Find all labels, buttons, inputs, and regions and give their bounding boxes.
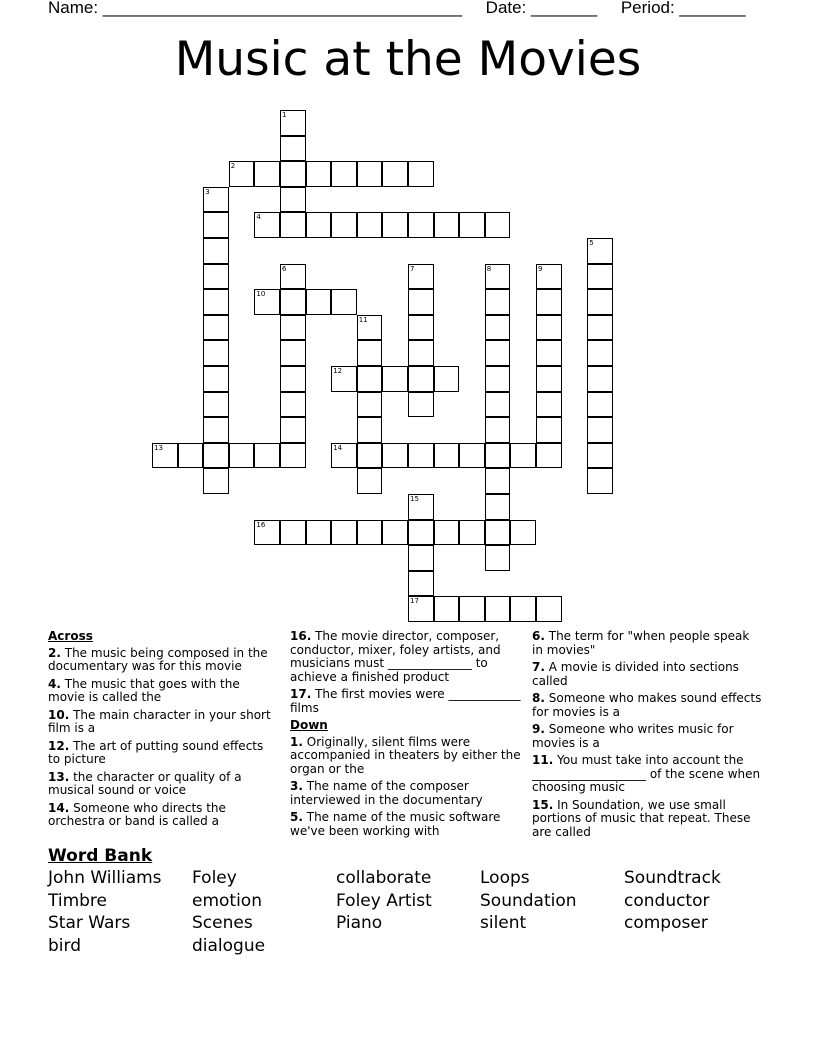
- crossword-cell[interactable]: [459, 443, 485, 469]
- crossword-cell[interactable]: [536, 315, 562, 341]
- clue-across-14: 14. Someone who directs the orchestra or band is called a: [48, 800, 226, 828]
- crossword-cell[interactable]: [203, 443, 229, 469]
- crossword-cell[interactable]: [408, 545, 434, 571]
- down-heading: Down: [290, 718, 328, 732]
- crossword-cell[interactable]: [536, 596, 562, 622]
- crossword-cell[interactable]: [536, 443, 562, 469]
- crossword-cell[interactable]: [408, 161, 434, 187]
- word-bank-item: John Williams: [48, 868, 162, 888]
- clue-number: 3: [205, 187, 210, 196]
- crossword-cell[interactable]: [485, 545, 511, 571]
- crossword-cell[interactable]: [357, 392, 383, 418]
- crossword-cell[interactable]: [408, 340, 434, 366]
- clue-across-2: 2. The music being composed in the documentary was for this movie: [48, 645, 268, 673]
- crossword-cell[interactable]: [536, 417, 562, 443]
- word-bank-item: Loops: [480, 868, 530, 888]
- crossword-cell[interactable]: [536, 392, 562, 418]
- page-title: Music at the Movies: [174, 32, 642, 87]
- crossword-cell[interactable]: [587, 289, 613, 315]
- crossword-cell[interactable]: [280, 392, 306, 418]
- crossword-cell[interactable]: [408, 443, 434, 469]
- clue-down-3: 3. The name of the composer interviewed in the documentary: [290, 779, 483, 807]
- clue-number: 11: [358, 315, 368, 324]
- crossword-cell[interactable]: [357, 212, 383, 238]
- clue-down-11: 11. You must take into account the ___________________ of the scene when choosing music: [532, 753, 761, 794]
- crossword-cell[interactable]: [280, 315, 306, 341]
- clue-across-4: 4. The music that goes with the movie is called the: [48, 676, 240, 704]
- crossword-cell[interactable]: [254, 443, 280, 469]
- crossword-cell[interactable]: [178, 443, 204, 469]
- word-bank-item: conductor: [624, 891, 710, 911]
- clue-down-8: 8. Someone who makes sound effects for movies is a: [532, 691, 762, 719]
- word-bank-item: silent: [480, 913, 527, 933]
- clue-down-15: 15. In Soundation, we use small portions of music that repeat. These are called: [532, 797, 751, 839]
- crossword-cell[interactable]: [587, 443, 613, 469]
- crossword-cell[interactable]: [203, 392, 229, 418]
- clues-column-2: [290, 630, 524, 842]
- crossword-cell[interactable]: [510, 443, 536, 469]
- crossword-cell[interactable]: [434, 212, 460, 238]
- crossword-cell[interactable]: [382, 212, 408, 238]
- crossword-cell[interactable]: [485, 468, 511, 494]
- crossword-cell[interactable]: [357, 161, 383, 187]
- crossword-cell[interactable]: [331, 289, 357, 315]
- word-bank-item: Soundtrack: [624, 868, 721, 888]
- crossword-cell[interactable]: [280, 520, 306, 546]
- crossword-cell[interactable]: [408, 289, 434, 315]
- clues-column-1: [48, 630, 276, 833]
- crossword-cell[interactable]: [331, 212, 357, 238]
- clue-number: 17: [410, 597, 419, 606]
- clue-down-6: 6. The term for "when people speak in movies": [532, 629, 750, 657]
- crossword-cell[interactable]: [306, 520, 332, 546]
- word-bank-item: Foley: [192, 868, 237, 888]
- clue-down-1: 1. Originally, silent films were accompanied in theaters by either the organ or the: [290, 734, 521, 776]
- crossword-cell[interactable]: [382, 161, 408, 187]
- crossword-cell[interactable]: [485, 366, 511, 392]
- across-heading: Across: [48, 629, 93, 643]
- crossword-cell[interactable]: [357, 443, 383, 469]
- word-bank-item: bird: [48, 936, 81, 956]
- word-bank-item: collaborate: [336, 868, 432, 888]
- crossword-cell[interactable]: [203, 340, 229, 366]
- clue-down-9: 9. Someone who writes music for movies is a: [532, 722, 734, 750]
- crossword-cell[interactable]: [203, 315, 229, 341]
- clue-number: 7: [410, 264, 415, 273]
- crossword-cell[interactable]: [587, 315, 613, 341]
- crossword-cell[interactable]: [434, 596, 460, 622]
- crossword-cell[interactable]: [434, 443, 460, 469]
- clue-number: 15: [410, 495, 419, 503]
- crossword-cell[interactable]: [408, 212, 434, 238]
- crossword-cell[interactable]: [459, 520, 485, 546]
- crossword-cell[interactable]: [408, 571, 434, 597]
- crossword-cell[interactable]: [254, 161, 280, 187]
- crossword-cell[interactable]: [587, 340, 613, 366]
- clue-number: 1: [282, 111, 287, 119]
- crossword-cell[interactable]: [357, 417, 383, 443]
- clue-across-13: 13. the character or quality of a musical sound or voice: [48, 769, 242, 797]
- crossword-cell[interactable]: [203, 289, 229, 315]
- crossword-cell[interactable]: [280, 366, 306, 392]
- crossword-cell[interactable]: [485, 443, 511, 469]
- crossword-cell[interactable]: [382, 366, 408, 392]
- clue-number: 5: [589, 239, 594, 247]
- crossword-cell[interactable]: [280, 212, 306, 238]
- crossword-cell[interactable]: [280, 340, 306, 366]
- crossword-cell[interactable]: [357, 366, 383, 392]
- clue-down-7: 7. A movie is divided into sections called: [532, 660, 739, 688]
- word-bank-item: Foley Artist: [336, 891, 432, 911]
- word-bank-item: emotion: [192, 891, 262, 911]
- crossword-cell[interactable]: [280, 136, 306, 162]
- crossword-cell[interactable]: [203, 212, 229, 238]
- clue-across-10: 10. The main character in your short film is a: [48, 707, 271, 735]
- clue-across-17: 17. The first movies were ____________ films: [290, 687, 521, 715]
- crossword-cell[interactable]: [331, 520, 357, 546]
- clue-number: 2: [230, 162, 236, 171]
- crossword-cell[interactable]: [485, 596, 511, 622]
- crossword-cell[interactable]: [587, 264, 613, 290]
- crossword-cell[interactable]: [510, 596, 536, 622]
- crossword-cell[interactable]: [485, 392, 511, 418]
- clue-number: 10: [256, 290, 266, 299]
- crossword-cell[interactable]: [306, 212, 332, 238]
- crossword-cell[interactable]: [203, 417, 229, 443]
- crossword-cell[interactable]: [536, 289, 562, 315]
- clue-number: 14: [333, 443, 343, 452]
- crossword-cell[interactable]: [331, 161, 357, 187]
- crossword-cell[interactable]: [536, 340, 562, 366]
- header-line: Name: ______________________________________ Date: _______ Period: _______: [48, 0, 746, 17]
- crossword-cell[interactable]: [510, 520, 536, 546]
- word-bank-item: Timbre: [48, 891, 108, 911]
- crossword-cell[interactable]: [229, 443, 255, 469]
- crossword-cell[interactable]: [280, 161, 306, 187]
- crossword-cell[interactable]: [485, 494, 511, 520]
- word-bank-title: Word Bank: [48, 846, 153, 866]
- word-bank-item: Piano: [336, 913, 383, 933]
- clue-number: 12: [333, 367, 343, 375]
- clue-number: 8: [486, 264, 492, 273]
- crossword-cell[interactable]: [203, 264, 229, 290]
- crossword-cell[interactable]: [357, 520, 383, 546]
- crossword-cell[interactable]: [434, 520, 460, 546]
- crossword-cell[interactable]: [408, 315, 434, 341]
- word-bank-item: dialogue: [192, 936, 266, 956]
- crossword-cell[interactable]: [203, 238, 229, 264]
- crossword-cell[interactable]: [203, 468, 229, 494]
- crossword-cell[interactable]: [280, 417, 306, 443]
- crossword-cell[interactable]: [306, 289, 332, 315]
- crossword-cell[interactable]: [459, 212, 485, 238]
- word-bank-item: composer: [624, 913, 708, 933]
- clue-number: 16: [256, 520, 266, 529]
- crossword-cell[interactable]: [434, 366, 460, 392]
- crossword-cell[interactable]: [485, 417, 511, 443]
- word-bank-item: Scenes: [192, 913, 253, 933]
- crossword-cell[interactable]: [306, 161, 332, 187]
- word-bank-item: Star Wars: [48, 913, 131, 933]
- crossword-cell[interactable]: [382, 520, 408, 546]
- crossword-cell[interactable]: [536, 366, 562, 392]
- crossword-cell[interactable]: [203, 366, 229, 392]
- crossword-cell[interactable]: [485, 289, 511, 315]
- crossword-cell[interactable]: [382, 443, 408, 469]
- crossword-cell[interactable]: [587, 366, 613, 392]
- crossword-cell[interactable]: [357, 468, 383, 494]
- crossword-cell[interactable]: [485, 340, 511, 366]
- crossword-cell[interactable]: [280, 443, 306, 469]
- crossword-cell[interactable]: [408, 392, 434, 418]
- crossword-cell[interactable]: [280, 289, 306, 315]
- crossword-cell[interactable]: [485, 315, 511, 341]
- crossword-cell[interactable]: [408, 366, 434, 392]
- crossword-cell[interactable]: [459, 596, 485, 622]
- crossword-cell[interactable]: [485, 212, 511, 238]
- crossword-cell[interactable]: [357, 340, 383, 366]
- clue-down-5: 5. The name of the music software we've been working with: [290, 810, 501, 838]
- clue-across-16: 16. The movie director, composer, conductor, mixer, foley artists, and musicians must ______________ to achieve a finished product: [290, 629, 501, 684]
- clue-number: 6: [282, 264, 287, 273]
- clue-across-12: 12. The art of putting sound effects to picture: [48, 738, 264, 766]
- crossword-cell[interactable]: [587, 468, 613, 494]
- crossword-cell[interactable]: [587, 392, 613, 418]
- clue-number: 13: [154, 443, 163, 452]
- crossword-cell[interactable]: [408, 520, 434, 546]
- crossword-cell[interactable]: [485, 520, 511, 546]
- crossword-cell[interactable]: [280, 187, 306, 213]
- crossword-cell[interactable]: [587, 417, 613, 443]
- clue-number: 4: [256, 213, 261, 222]
- clues-column-3: [532, 630, 762, 843]
- clue-number: 9: [538, 264, 543, 273]
- word-bank-item: Soundation: [480, 891, 577, 911]
